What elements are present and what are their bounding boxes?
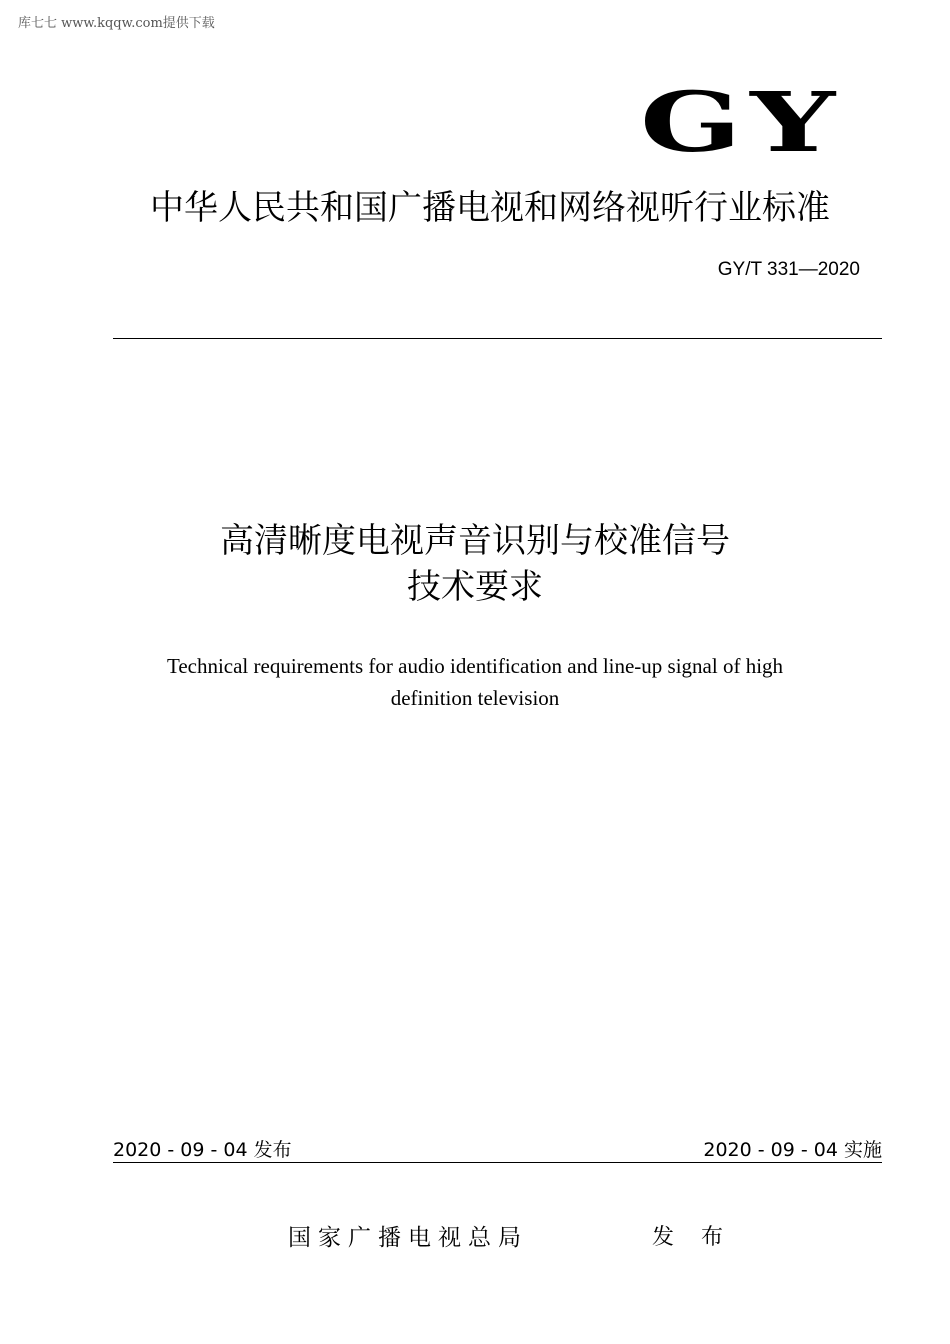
effective-date: 2020 - 09 - 04 实施: [703, 1139, 882, 1161]
standard-number: GY/T 331—2020: [717, 259, 860, 280]
issue-date: 2020 - 09 - 04 发布: [113, 1139, 292, 1161]
english-title-line-2: definition television: [390, 686, 560, 710]
english-title: [0, 650, 950, 714]
english-title-line-1: Technical requirements for audio identification and line-up signal of high: [166, 654, 784, 678]
header-divider: [113, 338, 882, 339]
publish-label: 发 布: [652, 1225, 733, 1250]
gy-logo: GY: [640, 75, 844, 171]
chinese-title-line-2: 技术要求: [407, 567, 543, 607]
footer-divider: [113, 1162, 882, 1163]
watermark-text: 库七七 www.kqqw.com提供下载: [18, 16, 215, 31]
issuing-authority: 国家广播电视总局: [288, 1225, 528, 1251]
industry-standard-title: 中华人民共和国广播电视和网络视听行业标准: [150, 188, 830, 228]
chinese-title-line-1: 高清晰度电视声音识别与校准信号: [220, 521, 730, 561]
chinese-title: [0, 518, 950, 610]
